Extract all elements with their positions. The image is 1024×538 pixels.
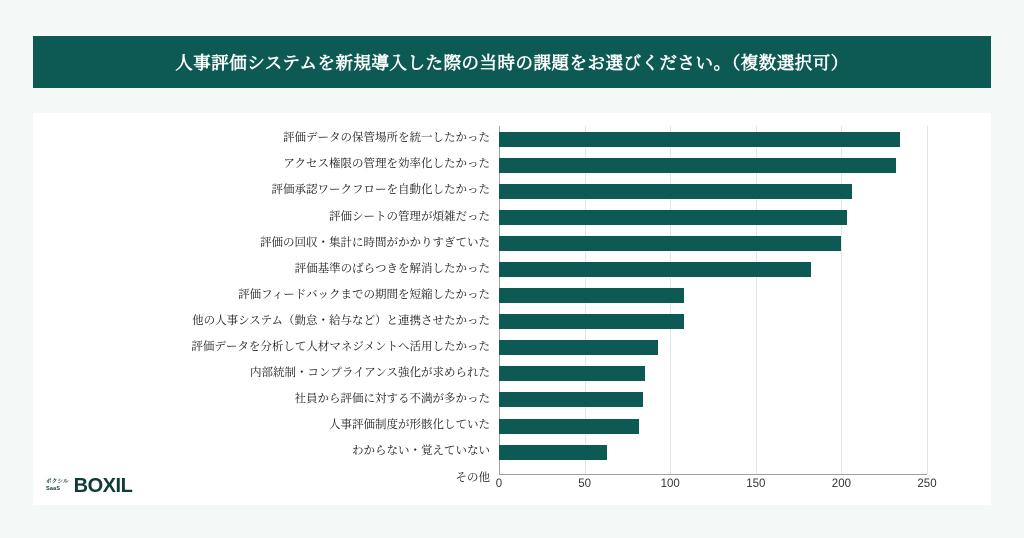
chart-card xyxy=(33,113,991,505)
bar-label: 評価承認ワークフローを自動化したかった xyxy=(271,184,490,197)
table-row xyxy=(329,204,927,230)
bar-label: 内部統制・コンプライアンス強化が求められた xyxy=(249,367,490,380)
bar-4 xyxy=(499,236,841,251)
bar-8 xyxy=(499,340,658,355)
x-tick-0: 0 xyxy=(495,478,503,490)
bar-10 xyxy=(499,392,643,407)
x-tick-200: 200 xyxy=(831,478,851,490)
table-row xyxy=(352,439,927,465)
boxil-logo-mark-line1: ボクシル xyxy=(46,479,69,486)
table-row xyxy=(329,413,927,439)
bar-11 xyxy=(499,419,639,434)
bar-label: アクセス権限の管理を効率化したかった xyxy=(283,158,490,171)
bar-label: 他の人事システム（勤怠・給与など）と連携させたかった xyxy=(192,314,490,327)
boxil-logo-mark xyxy=(46,480,69,493)
chart-area xyxy=(33,113,991,505)
bar-9 xyxy=(499,366,645,381)
table-row xyxy=(191,335,927,361)
gridline-250 xyxy=(927,126,928,474)
bar-label: 評価の回収・集計に時間がかかりすぎていた xyxy=(260,236,490,249)
table-row xyxy=(192,309,927,335)
chart-title-band xyxy=(33,36,991,88)
page-title: 人事評価システムを新規導入した際の当時の課題をお選びください。（複数選択可） xyxy=(175,52,849,73)
table-row xyxy=(283,152,927,178)
bar-label: 評価基準のばらつきを解消したかった xyxy=(294,262,490,275)
bar-7 xyxy=(499,314,684,329)
bar-2 xyxy=(499,184,852,199)
x-axis-line xyxy=(499,474,927,475)
bar-label: 人事評価制度が形骸化していた xyxy=(329,419,490,432)
table-row xyxy=(260,230,927,256)
bar-1 xyxy=(499,158,896,173)
bar-label: 評価データの保管場所を統一したかった xyxy=(283,132,490,145)
table-row xyxy=(238,283,927,309)
x-axis-ticks xyxy=(495,478,937,498)
x-tick-150: 150 xyxy=(746,478,766,490)
boxil-logo-text: BOXIL xyxy=(73,475,133,497)
bar-6 xyxy=(499,288,684,303)
bar-5 xyxy=(499,262,811,277)
table-row xyxy=(294,387,927,413)
x-tick-50: 50 xyxy=(578,478,591,490)
bar-3 xyxy=(499,210,847,225)
bar-label: 評価フィードバックまでの期間を短縮したかった xyxy=(238,288,490,301)
boxil-logo xyxy=(46,475,132,498)
table-row xyxy=(283,126,927,152)
bar-label: 評価データを分析して人材マネジメントへ活用したかった xyxy=(191,341,490,354)
bar-label: 社員から評価に対する不満が多かった xyxy=(294,393,490,406)
table-row xyxy=(249,361,927,387)
table-row xyxy=(294,256,927,282)
boxil-logo-mark-line2: SaaS xyxy=(46,486,61,492)
bar-label: わからない・覚えていない xyxy=(352,445,490,458)
bar-label: その他 xyxy=(455,471,490,484)
bar-label: 評価シートの管理が煩雑だった xyxy=(329,210,490,223)
plot-region xyxy=(191,126,937,490)
x-tick-250: 250 xyxy=(917,478,937,490)
bar-12 xyxy=(499,445,607,460)
bar-0 xyxy=(499,132,900,147)
x-tick-100: 100 xyxy=(660,478,680,490)
table-row xyxy=(271,178,927,204)
